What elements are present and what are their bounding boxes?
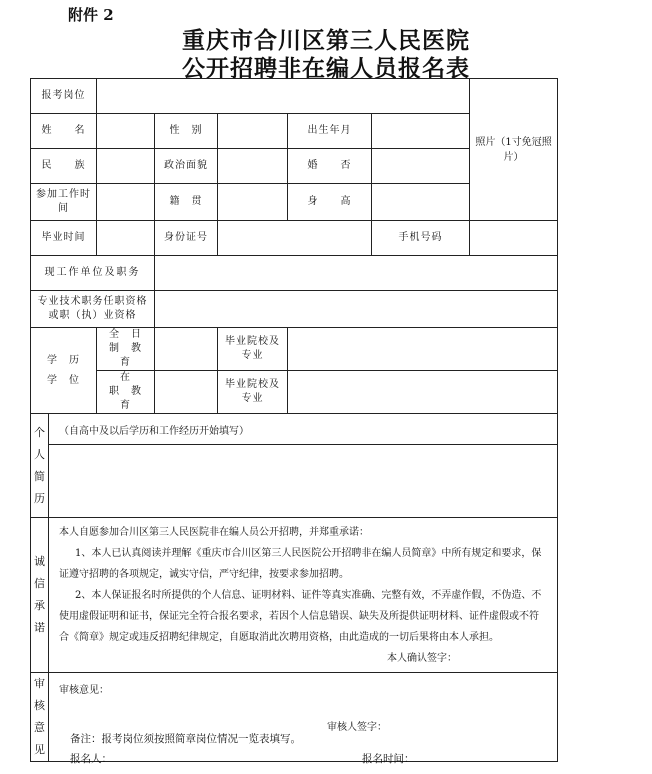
work-start-label: 参加工作时 间 (31, 184, 97, 221)
commitment-intro: 本人自愿参加合川区第三人民医院非在编人员公开招聘，并郑重承诺： (59, 526, 369, 538)
marital-label: 婚 否 (288, 149, 372, 184)
current-job-label: 现工作单位及职务 (31, 256, 155, 291)
registration-form-table (30, 78, 558, 762)
birth-label: 出生年月 (288, 114, 372, 149)
native-place-field[interactable] (218, 184, 288, 221)
school-major-2-label: 毕业院校及专业 (218, 371, 288, 414)
commitment-clause-1: 1、本人已认真阅读并理解《重庆市合川区第三人民医院公开招聘非在编人员简章》中所有规定和要求，保证遵守招聘的各项规定，诚实守信，严守纪律，按要求参加招聘。 (59, 547, 542, 580)
grad-time-label: 毕业时间 (31, 221, 97, 256)
fulltime-label: 全 日 制 教 育 (97, 328, 155, 371)
height-label: 身 高 (288, 184, 372, 221)
marital-field[interactable] (372, 149, 470, 184)
political-label: 政治面貌 (155, 149, 218, 184)
position-field[interactable] (97, 79, 470, 114)
school-major-1-label: 毕业院校及专业 (218, 328, 288, 371)
position-label: 报考岗位 (31, 79, 97, 114)
name-label: 姓 名 (31, 114, 97, 149)
resume-hint: （自高中及以后学历和工作经历开始填写） (49, 414, 558, 445)
qualification-label: 专业技术职务任职资格或职（执）业资格 (31, 291, 155, 328)
current-job-field[interactable] (155, 256, 558, 291)
id-number-label: 身份证号 (155, 221, 218, 256)
phone-field[interactable] (470, 221, 558, 256)
review-opinion-label: 审核意见： (59, 685, 109, 696)
resume-field[interactable] (49, 445, 558, 518)
name-field[interactable] (97, 114, 155, 149)
ethnicity-field[interactable] (97, 149, 155, 184)
footer-note: 备注：报考岗位须按照简章岗位情况一览表填写。 (70, 733, 301, 745)
native-place-label: 籍 贯 (155, 184, 218, 221)
inservice-label: 在 职 教 育 (97, 371, 155, 414)
attachment-label: 附件 2 (68, 6, 114, 24)
integrity-label: 诚信承诺 (31, 518, 49, 673)
political-field[interactable] (218, 149, 288, 184)
applicant-label: 报名人： (70, 753, 112, 765)
applicant-signature-label: 本人确认签字： (387, 652, 458, 664)
birth-field[interactable] (372, 114, 470, 149)
ethnicity-label: 民 族 (31, 149, 97, 184)
form-title-line2: 公开招聘非在编人员报名表 (182, 55, 470, 82)
qualification-field[interactable] (155, 291, 558, 328)
photo-box[interactable] (470, 79, 558, 221)
review-block[interactable] (49, 673, 558, 762)
gender-field[interactable] (218, 114, 288, 149)
form-title-line1: 重庆市合川区第三人民医院 (182, 27, 470, 54)
gender-label: 性 别 (155, 114, 218, 149)
grad-time-field[interactable] (97, 221, 155, 256)
school-major-1-field[interactable] (288, 328, 558, 371)
id-number-field[interactable] (218, 221, 372, 256)
review-label: 审核意见 (31, 673, 49, 762)
commitment-block (49, 518, 558, 673)
photo-label: 照片（1寸免冠照片） (475, 136, 552, 163)
resume-label: 个人简历 (31, 414, 49, 518)
edu-degree-label: 学 历 学 位 (31, 328, 97, 414)
application-date-label: 报名时间： (362, 753, 415, 765)
height-field[interactable] (372, 184, 470, 221)
school-major-2-field[interactable] (288, 371, 558, 414)
commitment-clause-2: 2、本人保证报名时所提供的个人信息、证明材料、证件等真实准确、完整有效，不弄虚作假，不伪造、不使用虚假证明和证书，保证完全符合报名要求，若因个人信息错误、缺失及所提供证明材料、证件虚假或不符合《简章》规定或违反招聘纪律规定，自愿取消此次聘用资格，由此造成的一切后果将由本人承担。 (59, 589, 542, 643)
reviewer-signature-label: 审核人签字： (327, 722, 388, 733)
phone-label: 手机号码 (372, 221, 470, 256)
